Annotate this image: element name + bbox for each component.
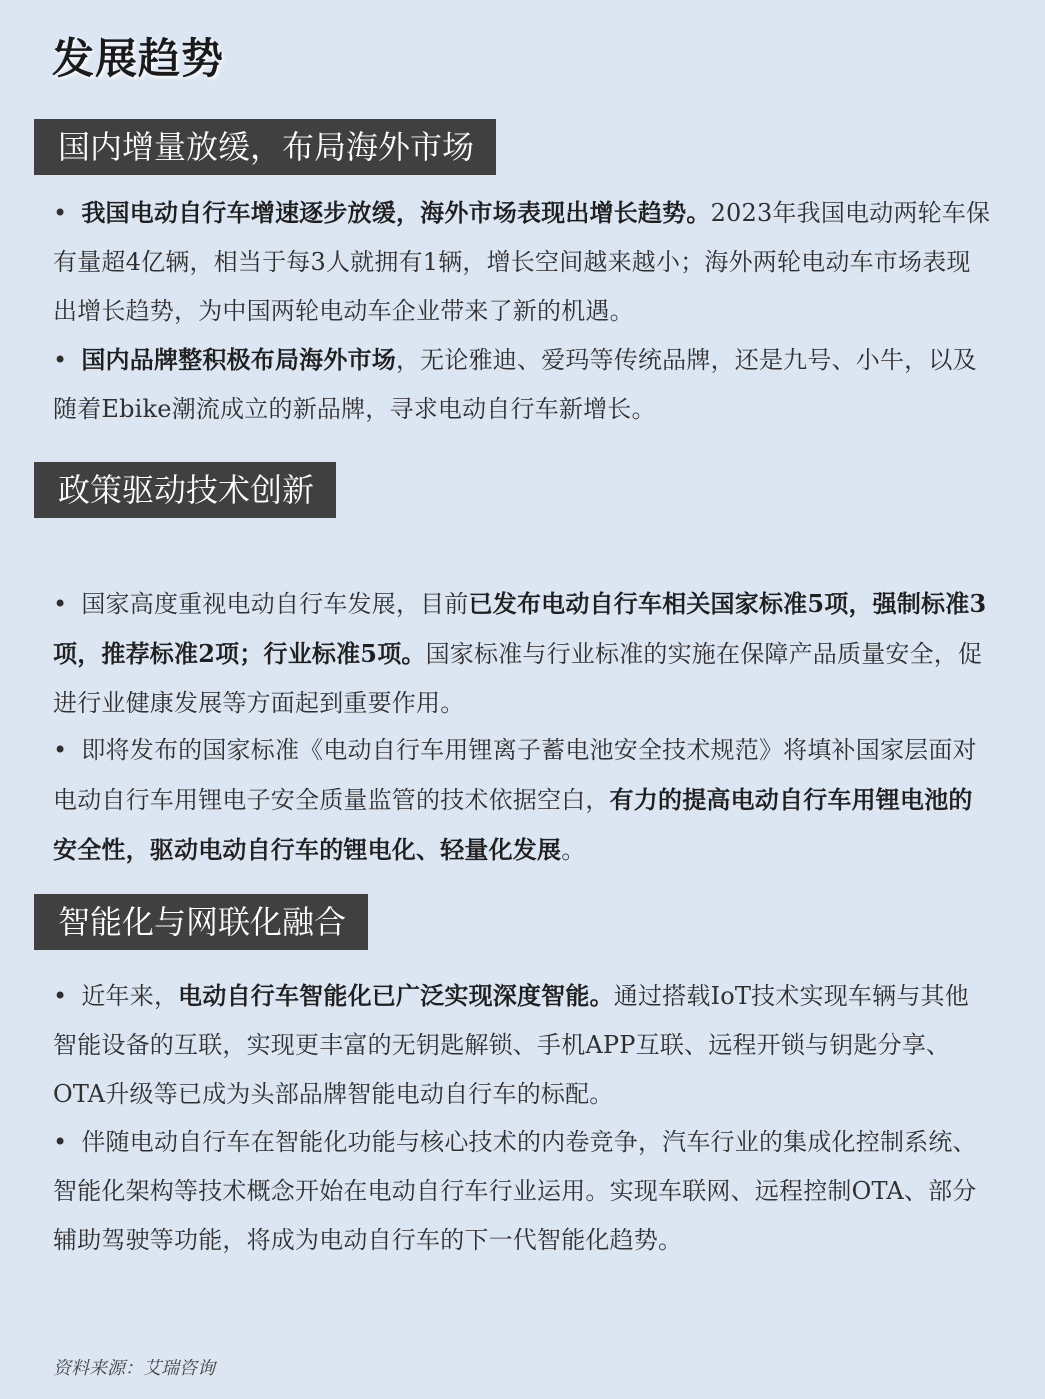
paragraph-smart-1 <box>53 971 993 1119</box>
text-bold: 电动自行车智能化已广泛实现深度智能。 <box>178 981 614 1010</box>
section-heading-smart: 智能化与网联化融合 <box>34 894 368 950</box>
section-heading-overseas: 国内增量放缓，布局海外市场 <box>34 119 496 175</box>
paragraph-policy-1 <box>53 579 993 728</box>
paragraph-overseas-1 <box>53 188 993 336</box>
bullet-marker: • <box>53 736 68 764</box>
text-normal: 近年来， <box>81 982 179 1010</box>
paragraph-policy-2 <box>53 726 993 875</box>
text-normal: 通过搭载IoT技术实现车辆与其他智能设备的互联，实现更丰富的无钥匙解锁、手机APP互联、远程开锁与钥匙分享、OTA升级等已成为头部品牌智能电动自行车的标配。 <box>53 982 969 1108</box>
text-normal: 即将发布的国家标准《电动自行车用锂离子蓄电池安全技术规范》将填补国家层面对电动自行车用锂电子安全质量监管的技术依据空白， <box>53 736 977 814</box>
bullet-marker: • <box>53 982 68 1010</box>
text-bold: 有力的提高电动自行车用锂电池的安全性，驱动电动自行车的锂电化、轻量化发展 <box>53 785 973 864</box>
text-bold: 已发布电动自行车相关国家标准5项，强制标准3项，推荐标准2项；行业标准5项。 <box>53 589 987 668</box>
bullet-marker: • <box>53 590 68 618</box>
page-title: 发展趋势 <box>52 34 225 83</box>
text-normal: 2023年我国电动两轮车保有量超4亿辆，相当于每3人就拥有1辆，增长空间越来越小；海外两轮电动车市场表现出增长趋势，为中国两轮电动车企业带来了新的机遇。 <box>53 199 991 325</box>
bullet-marker: • <box>53 199 68 227</box>
text-normal: 。 <box>561 836 586 864</box>
text-normal: 伴随电动自行车在智能化功能与核心技术的内卷竞争，汽车行业的集成化控制系统、智能化架构等技术概念开始在电动自行车行业运用。实现车联网、远程控制OTA、部分辅助驾驶等功能，将成为电动自行车的下一代智能化趋势。 <box>53 1128 977 1254</box>
text-bold: 我国电动自行车增速逐步放缓，海外市场表现出增长趋势。 <box>81 198 711 227</box>
paragraph-smart-2 <box>53 1118 993 1265</box>
text-normal: 国家高度重视电动自行车发展，目前 <box>81 590 469 618</box>
bullet-marker: • <box>53 1128 68 1156</box>
paragraph-overseas-2 <box>53 335 993 434</box>
text-normal: ，无论雅迪、爱玛等传统品牌，还是九号、小牛，以及随着Ebike潮流成立的新品牌，寻求电动自行车新增长。 <box>53 346 977 423</box>
text-bold: 国内品牌整积极布局海外市场 <box>81 345 396 374</box>
source-note: 资料来源：艾瑞咨询 <box>53 1358 215 1379</box>
text-normal: 国家标准与行业标准的实施在保障产品质量安全，促进行业健康发展等方面起到重要作用。 <box>53 640 983 717</box>
section-heading-policy: 政策驱动技术创新 <box>34 462 336 518</box>
bullet-marker: • <box>53 346 68 374</box>
